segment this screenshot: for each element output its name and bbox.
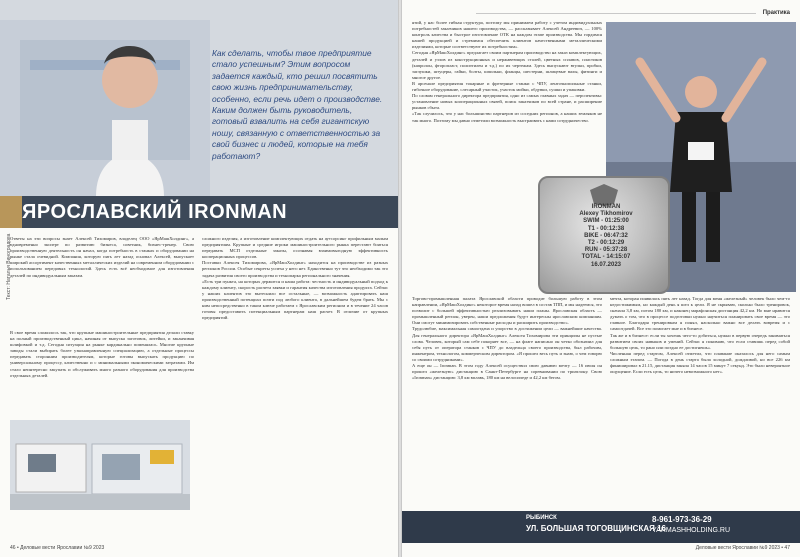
section-tag: Практика — [762, 10, 790, 16]
cnc-machines-illustration — [10, 420, 190, 510]
footer-right: Деловые вести Ярославии №9 2023 • 47 — [695, 545, 790, 551]
section-rule — [476, 13, 756, 14]
ad-phone: 8-961-973-36-29 — [652, 515, 712, 524]
left-col-1-top: Ответы на эти вопросы знает Алексей Тихомиров, владелец ООО «ЯрМашХолдинг», а одновременно эксперт по развитию бизнеса, советник, бизнес-тренер. Свою производственную деятельность он начал, когда потребность в станках и оборудовании на рынке стала очевидной. Компания, которую пять лет назад основал Алексей, выпускает широкий ассортимент качественных металлических изделий на современном оборудовании с использованием передовых технологий. Здесь есть всё необходимое для изготовления деталей по индивидуальным заказам. — [10, 236, 196, 278]
article-title — [22, 196, 398, 228]
lead-paragraph: Как сделать, чтобы твое предприятие стало успешным? Этим вопросом задается каждый, кто решил посвятить свою жизнь предпринимательству, особенно, если речь идет о производстве. Каким должен быть руководитель, готовый взвалить на себя гигантскую ношу, связанную с ответственностью за свой бизнес и людей, которые на тебя работают? — [212, 48, 383, 161]
right-col-2: Торгово-промышленная палата Ярославской области проводит большую работу в этом направлении, «ЯрМашХолдинг» некоторое время назад вошел в состав ТПП, и мы надеемся, это позволит с большей эффективностью реализовывать наши планы. Ярославская область — промышленный регион, уверен, наши предложения будут интересны ярославским компаниям. Они смогут минимизировать собственные расходы и расширить производство». Трудолюбие, максимальная самоотдача и упорство в достижении цели — важнейшие качества. Для генерального директора «ЯрМашХолдинг» Алексея Тихомирова эти принципы не пустые слова. Человек, который сам себе покоряет все, — на флаге написано он четко обозначил для себя путь от оператора станков с ЧПУ до владельца своего производства, был рабочим, инженером, технологом, коммерческим директором. «Я прошел весь путь и знаю, о чем говорю со своими сотрудниками». А еще он — Ironman. В этом году Алексей осуществил свою давнюю мечту — 16 июля он прошел «железную» дистанцию в Санкт-Петербурге на соревновании по триатлону. Свою «Ironman» дистанцию: 3,8 км вплавь, 180 км на велосипеде и 42,2 км бегом. — [412, 296, 602, 381]
right-col-3: мечта, которая появилась пять лет назад. Тогда для меня «железный» человек было чем-то недостижимым, но каждый день я шел к цели. Я не скрываю, сколько было тренировок, сначала 3,8 км, потом 180 км, и наконец марафонская дистанция 42,2 км. Но мне нравится думать о том, что в процессе подготовки нужно научиться планировать свое время — это главное. Благодаря тренировкам я понял, насколько важно все делать вовремя и с самоотдачей. Все это помогает мне и в бизнесе. Так же и в бизнесе: если ты хочешь чего-то добиться, нужно в первую очередь заниматься развитием своих навыков и умений. Сейчас я понимаю, что если ставишь перед собой большую цель, то рано или поздно ее достигнешь». Численная перед стартом, Алексей отметил, что плавание оказалось для него самым сложным этапом. — Погода в день старта была холодной, дождливой, но все 226 км финишировал в 21.15, дистанция заняла 14 часов 15 минут 7 секунд. Это было невероятное ощущение. Если есть цель, то ничего невозможного нет». — [610, 296, 790, 375]
production-photo — [10, 420, 190, 510]
ad-banner — [402, 511, 800, 543]
coat-of-arms-icon — [584, 182, 624, 206]
medal-engraving: IRONMAN Alexey Tikhomirov SWIM - 01:25:00 T1 - 00:12:38 BIKE - 06:47:32 T2 - 00:12:29 RUN - 05:37:28 TOTAL - 14:15:07 16.07.2023 — [579, 204, 633, 268]
ad-address: УЛ. БОЛЬШАЯ ТОГОВЩИНСКАЯ 16 — [526, 524, 666, 533]
right-col-1: ятий, у нас более гибкая структура, поэтому мы принимаем работу с учетом индивидуальных потребностей заказчиков нашего производства, — рассказывает Алексей Андреевич, — 100% контроль качества и быстрое изготовление ОТК на каждом этапе производства. Мы гордимся нашей продукцией и стремимся обеспечить клиентов качественными металлическими изделиями, которые соответствуют их потребностям». Сегодня «ЯрМашХолдинг» предлагает своим партнерам производство на заказ комплектующих, деталей и узлов из конструкционных и нержавеющих сталей, цветных сплавов, пластиков (капролон, фторопласт, полиэтилен и т.д.) по их чертежам. Здесь выпускают втулки, пробки, заглушки, штуцеры, гайки, болты, шпильки, фланцы, шестерни, шлицевые валы, фитинги и многое другое. В арсенале предприятия токарные и фрезерные станки с ЧПУ, ленточнопильные станки, гибочное оборудование, слесарный участок, участок мойки, обдувки, сушки и упаковки. По словам генерального директора предприятия, одно из самых главных задач — перспективы: установление новых кооперационных связей, поиск заказчиков по всей стране, и расширение рынков сбыта. «Так случилось, что у нас большинство партнеров из соседних регионов, а наших земляков не так много. Поэтому мы давно отметили возможность выстраивать с нами сотрудничество. — [412, 20, 602, 123]
article-title-text: ЯРОСЛАВСКИЙ IRONMAN — [22, 201, 288, 223]
title-accent-bar — [0, 196, 22, 228]
ironman-medal — [538, 176, 670, 294]
ad-site: YARMASHHOLDING.RU — [652, 527, 731, 534]
right-page — [402, 0, 800, 557]
left-col-1-bottom: В свое время сложилось так, что крупные машиностроительные предприятия делали ставку на полный производственный цикл, начиная от выпуска заготовок, литейки, и заканчивая шлифовкой и т.д. Сегодня ситуация на рынке кардинально поменялась. Многие крупные заводы стали выбирать более узконаправленную специализацию, а отдельные процессы передавать сторонним производителям, которые готовы выпускать продукцию по универсальному процессу, качественно и с минимальными экономическими затратами. Им стало неинтересно закупать и обслуживать много разного оборудования для производства отдельных деталей. — [10, 330, 196, 378]
footer-left: 46 • Деловые вести Ярославии №9 2023 — [10, 545, 105, 551]
left-page — [0, 0, 398, 557]
ad-city: РЫБИНСК — [526, 515, 557, 521]
left-col-2: сложного изделия, а изготовление комплектующих отдать на аутсорсинг профильным малым предприятиям. Крупные и средние игроки машиностроительного рынка перестают бояться передавать МСП отдельные заказы, осознавая взаимовыгодную эффективность кооперационных процессов. Поставки Алексея Тихомирова, «ЯрМашХолдинг» находится на производстве из разных регионов России. Особые секреты успеха у него нет. Единственно тут что необходимо так это задача развития своего производства и технопарка регионального значения. «Есть три пункта, на которых держится и наша работа: честность и индивидуальный подход к каждому клиенту, скорость расчета заявки и гарантия качества изготовления продукта. Сейчас у наших клиентов это вытеснило все остальные, — возможность адаптировать наш производственный потенциал почти под любого клиента, в дальнейшем будем брать. Мы с ним непосредственно в таком ключе работаем с Ярославским регионом и в течение 24 часов готовы предоставить потенциальным партнерам наш расчет. В отличие от крупных предприятий. — [202, 236, 388, 321]
byline: Текст: Наталья Виноградова — [6, 233, 12, 300]
